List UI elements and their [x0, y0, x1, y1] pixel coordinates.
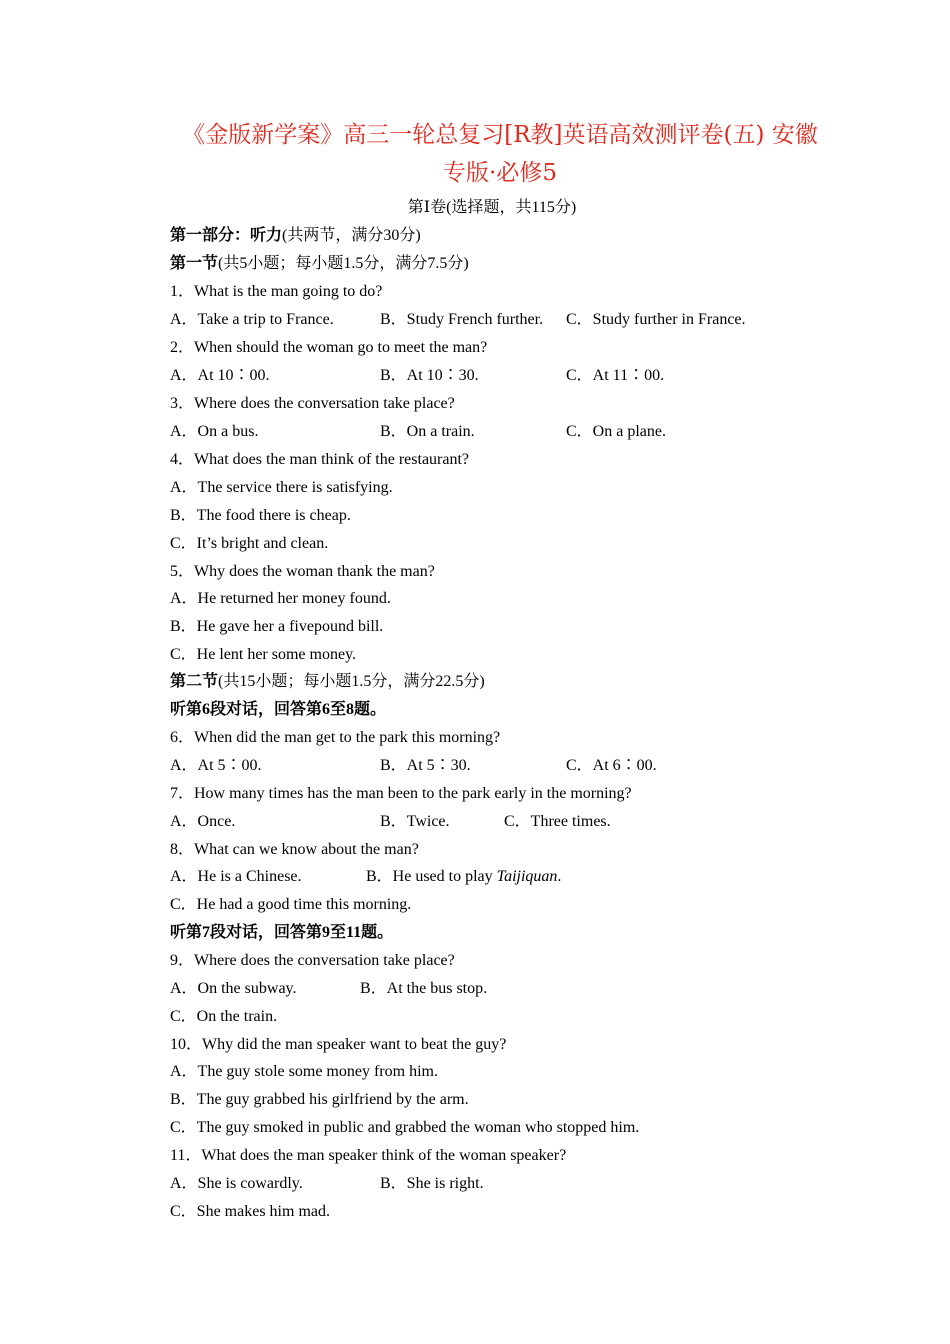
option-8c: C．He had a good time this morning.: [170, 896, 412, 913]
option-1c: C．Study further in France.: [566, 311, 746, 328]
section1-heading-rest: (共5小题；每小题1.5分，满分7.5分): [218, 255, 469, 272]
question-2: 2．When should the woman go to meet the man?: [170, 339, 488, 356]
option-11b: B．She is right.: [380, 1175, 484, 1192]
option-2b: B．At 10∶30.: [380, 367, 479, 384]
option-10c: C．The guy smoked in public and grabbed the woman who stopped him.: [170, 1119, 640, 1136]
option-10b: B．The guy grabbed his girlfriend by the arm.: [170, 1091, 469, 1108]
question-1: 1．What is the man going to do?: [170, 283, 383, 300]
option-1b: B．Study French further.: [380, 311, 544, 328]
option-8b: [366, 867, 561, 887]
option-11a: A．She is cowardly.: [170, 1175, 303, 1192]
option-5c: C．He lent her some money.: [170, 646, 357, 663]
option-7c: C．Three times.: [504, 813, 611, 830]
option-7b: B．Twice.: [380, 813, 450, 830]
option-3b: B．On a train.: [380, 423, 475, 440]
question-11: 11．What does the man speaker think of the woman speaker?: [170, 1147, 567, 1164]
option-9b: B．At the bus stop.: [360, 980, 488, 997]
option-3c: C．On a plane.: [566, 423, 666, 440]
option-6a: A．At 5∶00.: [170, 757, 262, 774]
question-5: 5．Why does the woman thank the man?: [170, 563, 435, 580]
question-8: 8．What can we know about the man?: [170, 841, 419, 858]
option-10a: A．The guy stole some money from him.: [170, 1063, 438, 1080]
option-5a: A．He returned her money found.: [170, 590, 391, 607]
option-9c: C．On the train.: [170, 1008, 278, 1025]
dialog-6-instruction: 听第6段对话，回答第6至8题。: [170, 701, 387, 718]
option-6c: C．At 6∶00.: [566, 757, 657, 774]
section1-heading: [170, 254, 469, 274]
option-5b: B．He gave her a fivepound bill.: [170, 618, 384, 635]
volume-header: 第Ⅰ卷(选择题，共115分): [407, 199, 577, 216]
option-3a: A．On a bus.: [170, 423, 259, 440]
option-4a: A．The service there is satisfying.: [170, 479, 393, 496]
question-10: 10．Why did the man speaker want to beat the guy?: [170, 1036, 507, 1053]
part1-heading: [170, 226, 421, 246]
question-3: 3．Where does the conversation take place?: [170, 395, 455, 412]
option-4b: B．The food there is cheap.: [170, 507, 351, 524]
option-8b-period: .: [557, 868, 562, 885]
part1-heading-bold: 第一部分：听力: [170, 227, 283, 244]
option-8b-text: B．He used to play: [366, 868, 497, 885]
part1-heading-rest: (共两节，满分30分): [282, 227, 421, 244]
option-2a: A．At 10∶00.: [170, 367, 270, 384]
document-title-line1: 《金版新学案》高三一轮总复习[R教]英语高效测评卷(五) 安徽: [182, 122, 818, 148]
option-11c: C．She makes him mad.: [170, 1203, 330, 1220]
option-8a: A．He is a Chinese.: [170, 868, 302, 885]
section2-heading: [170, 672, 485, 692]
section2-heading-bold: 第二节: [170, 673, 219, 690]
option-8b-italic: Taijiquan: [496, 868, 558, 885]
section2-heading-rest: (共15小题；每小题1.5分，满分22.5分): [218, 673, 485, 690]
option-2c: C．At 11∶00.: [566, 367, 665, 384]
option-6b: B．At 5∶30.: [380, 757, 471, 774]
question-9: 9．Where does the conversation take place?: [170, 952, 455, 969]
section1-heading-bold: 第一节: [170, 255, 219, 272]
question-4: 4．What does the man think of the restaurant?: [170, 451, 470, 468]
option-4c: C．It’s bright and clean.: [170, 535, 329, 552]
option-9a: A．On the subway.: [170, 980, 297, 997]
dialog-7-instruction: 听第7段对话，回答第9至11题。: [170, 924, 394, 941]
option-1a: A．Take a trip to France.: [170, 311, 334, 328]
option-7a: A．Once.: [170, 813, 236, 830]
question-7: 7．How many times has the man been to the park early in the morning?: [170, 785, 632, 802]
question-6: 6．When did the man get to the park this morning?: [170, 729, 501, 746]
document-title-line2: 专版·必修5: [443, 160, 557, 186]
